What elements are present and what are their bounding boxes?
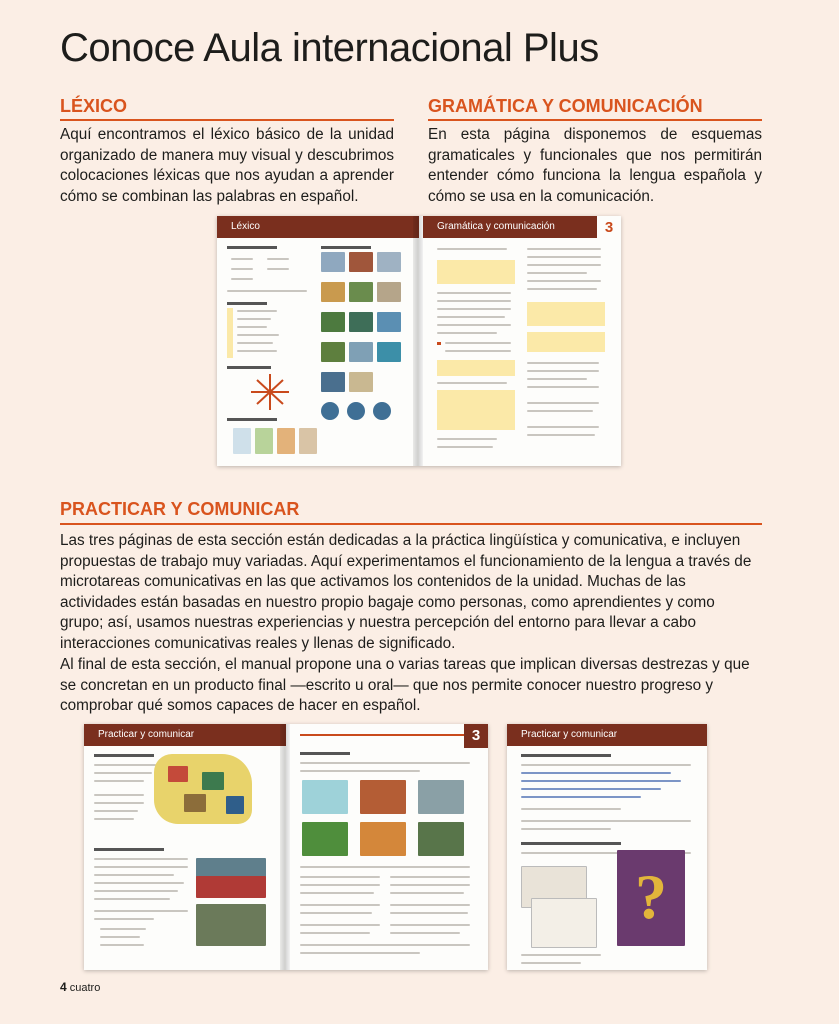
spread2-unit-number: 3 <box>464 724 488 748</box>
svg-text:?: ? <box>635 861 667 930</box>
practicar-text-1: Las tres páginas de esta sección están dedicadas a la práctica lingüística y comunicativa, e incluyen propuestas de trabajo muy variadas. Aquí experimentamos el funcionamiento de la lengua a través de microtareas comunicativas en las que activamos los contenidos de la unidad. Muchas de las actividades están basadas en nuestro propio bagaje como personas, como aprendientes y como grupo; así, usamos nuestras experiencias y nuestra percepción del entorno para llevar a cabo interacciones comunicativas reales y llenas de significado. <box>60 532 752 652</box>
spread3-band: Practicar y comunicar <box>507 724 707 746</box>
spread2-left-page <box>84 724 286 970</box>
lexico-gramatica-spread-image <box>217 216 621 466</box>
lexico-rule <box>60 119 394 121</box>
practicar-text-2: Al final de esta sección, el manual propone una o varias tareas que implican diversas destrezas y que se concretan en un producto final —escrito u oral— que nos permite conocer nuestro progreso y comprobar qué somos capaces de hacer en español. <box>60 656 750 714</box>
practicar-heading: PRACTICAR Y COMUNICAR <box>60 499 300 519</box>
gramatica-rule <box>428 119 762 121</box>
compass-rose-icon <box>247 372 293 412</box>
spread-left-page <box>217 216 419 466</box>
practicar-spread-image <box>84 724 488 970</box>
page-number-word: cuatro <box>69 982 101 994</box>
gramatica-text: En esta página disponemos de esquemas gramaticales y funcionales que nos permitirán entender cómo funciona la lengua española y cómo se usa en la comunicación. <box>428 126 762 205</box>
lexico-heading: LÉXICO <box>60 96 128 116</box>
practicar-rule <box>60 523 762 525</box>
page-footer <box>60 980 100 994</box>
lexico-text: Aquí encontramos el léxico básico de la unidad organizado de manera muy visual y descubrimos colocaciones léxicas que nos ayudan a aprender cómo se combinan las palabras en español. <box>60 126 394 205</box>
spread2-right-page <box>290 724 488 970</box>
spread-right-page <box>423 216 621 466</box>
practicar-page-image <box>507 724 707 970</box>
question-mark-icon <box>627 860 675 930</box>
spread2-left-band: Practicar y comunicar <box>84 724 286 746</box>
gramatica-heading: GRAMÁTICA Y COMUNICACIÓN <box>428 96 703 116</box>
page-title: Conoce Aula internacional Plus <box>60 26 599 70</box>
spread-unit-number: 3 <box>597 216 621 240</box>
spread-right-band: Gramática y comunicación <box>423 216 621 238</box>
page-number: 4 <box>60 980 67 994</box>
spread-left-band: Léxico <box>217 216 419 238</box>
